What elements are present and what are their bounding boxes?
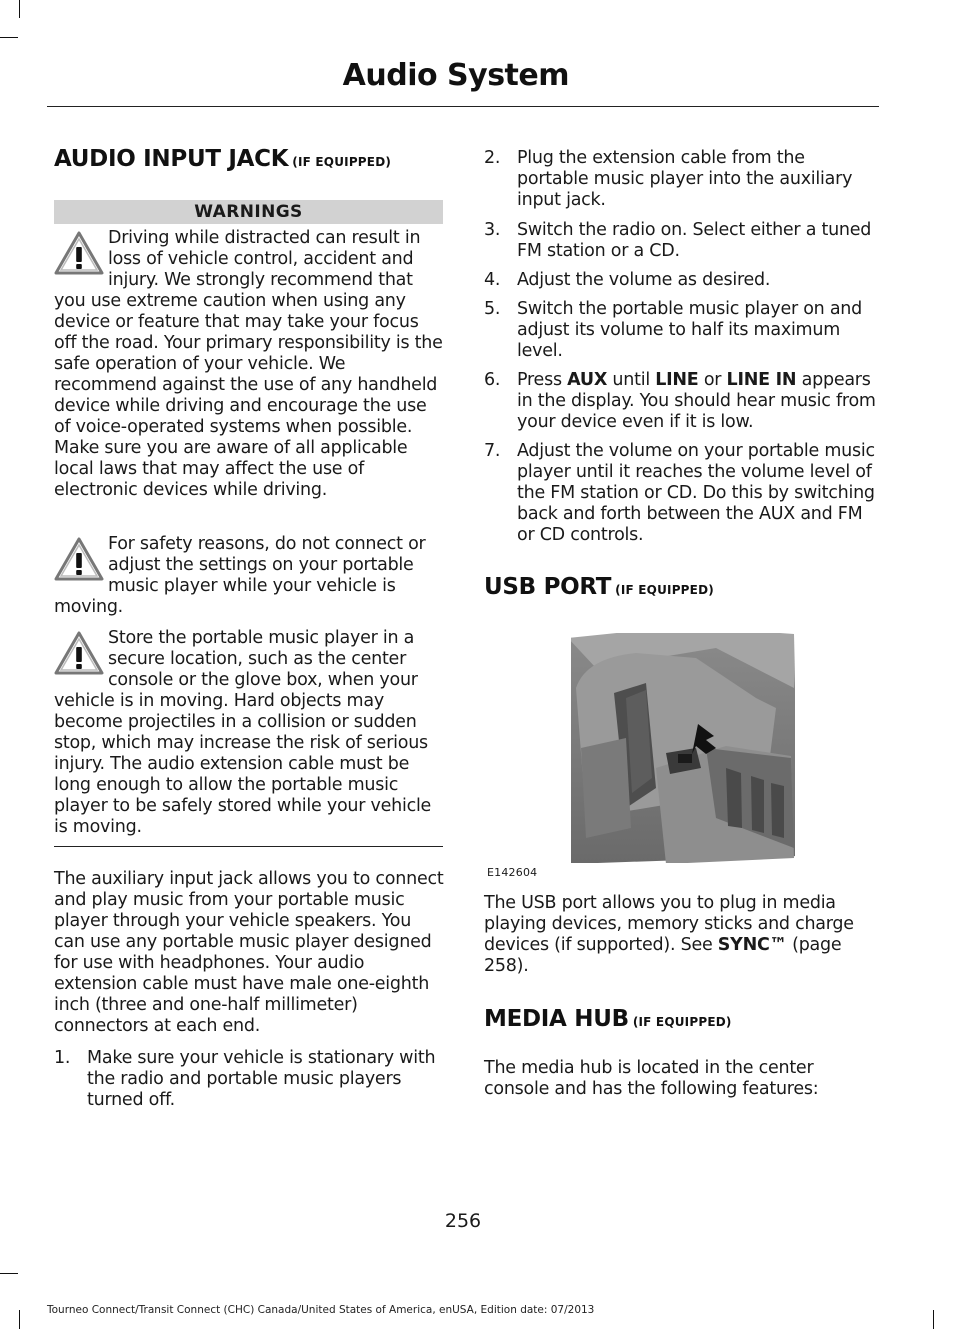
crop-mark xyxy=(933,1310,934,1329)
crop-mark xyxy=(0,37,18,38)
warning-triangle-icon xyxy=(54,536,104,582)
warnings-divider xyxy=(54,846,443,847)
title-divider xyxy=(47,106,879,107)
heading-text: USB PORT xyxy=(484,574,612,600)
warning-block xyxy=(54,628,444,838)
figure-id: E142604 xyxy=(487,866,538,879)
crop-mark xyxy=(19,0,20,18)
audio-input-jack-heading xyxy=(54,146,391,172)
list-item xyxy=(54,1048,444,1111)
warning-block xyxy=(54,534,444,618)
step-number: 6. xyxy=(484,370,501,390)
step-text: Adjust the volume on your portable music player until it reaches the volume level of the FM station or CD. Do this by switching back and forth between the AUX and FM or CD controls. xyxy=(517,441,875,545)
heading-text: MEDIA HUB xyxy=(484,1006,629,1032)
heading-text: AUDIO INPUT JACK xyxy=(54,146,289,172)
step-text: Adjust the volume as desired. xyxy=(517,270,771,290)
crop-mark xyxy=(0,1273,18,1274)
heading-qualifier: (IF EQUIPPED) xyxy=(292,155,392,169)
usb-port-illustration xyxy=(566,628,800,868)
warning-block xyxy=(54,228,444,501)
heading-qualifier: (IF EQUIPPED) xyxy=(615,583,714,597)
page-number: 256 xyxy=(444,1210,482,1232)
page-title: Audio System xyxy=(342,58,569,93)
step-number: 2. xyxy=(484,148,501,168)
list-item xyxy=(484,370,876,433)
step-number: 7. xyxy=(484,441,501,461)
step-text: Switch the portable music player on and adjust its volume to half its maximum level. xyxy=(517,299,863,361)
warning-text: For safety reasons, do not connect or adjust the settings on your portable music player while your vehicle is moving. xyxy=(54,534,426,617)
list-item xyxy=(484,270,876,291)
media-hub-heading xyxy=(484,1006,732,1032)
step-number: 3. xyxy=(484,220,501,240)
warning-text: Store the portable music player in a secure location, such as the center console or the glove box, when your vehicle is in moving. Hard objects may become projectiles in a collision or sudden stop, which may increase the risk of serious injury. The audio extension cable must be long enough to allow the portable music player to be safely stored while your vehicle is moving. xyxy=(54,628,432,837)
step-number: 5. xyxy=(484,299,501,319)
intro-paragraph: The auxiliary input jack allows you to connect and play music from your portable music player through your vehicle speakers. You can use any portable music player designed for use with headphones. Your audio extension cable must have male one-eighth inch (three and one-half millimeter) connectors at each end. xyxy=(54,869,444,1036)
sync-reference-link[interactable]: SYNC™ xyxy=(717,935,787,955)
steps-list xyxy=(484,148,876,546)
warnings-header: WARNINGS xyxy=(54,200,443,224)
step-text: Press AUX until LINE or LINE IN appears in the display. You should hear music from your device even if it is low. xyxy=(517,370,876,432)
list-item xyxy=(484,220,876,262)
warning-text: Driving while distracted can result in loss of vehicle control, accident and injury. We strongly recommend that you use extreme caution when using any device or feature that may take your focus off the road. Your primary responsibility is the safe operation of your vehicle. We recommend against the use of any handheld device while driving and encourage the use of voice-operated systems when possible. Make sure you are aware of all applicable local laws that may affect the use of electronic devices while driving. xyxy=(54,228,443,500)
steps-list xyxy=(54,1048,444,1111)
footer-text: Tourneo Connect/Transit Connect (CHC) Canada/United States of America, enUSA, Edition date: 07/2013 xyxy=(47,1304,595,1316)
usb-port-heading xyxy=(484,574,714,600)
step-number: 4. xyxy=(484,270,501,290)
step-number: 1. xyxy=(54,1048,71,1068)
list-item xyxy=(484,299,876,362)
warning-triangle-icon xyxy=(54,630,104,676)
step-text: Switch the radio on. Select either a tuned FM station or a CD. xyxy=(517,220,872,261)
media-hub-paragraph: The media hub is located in the center console and has the following features: xyxy=(484,1058,819,1099)
heading-qualifier: (IF EQUIPPED) xyxy=(632,1015,732,1029)
usb-paragraph: The USB port allows you to plug in media playing devices, memory sticks and charge devices (if supported). See SYNC™ (page 258). xyxy=(484,893,854,976)
step-text: Plug the extension cable from the portable music player into the auxiliary input jack. xyxy=(517,148,853,210)
list-item xyxy=(484,148,876,211)
crop-mark xyxy=(19,1310,20,1329)
step-text: Make sure your vehicle is stationary with the radio and portable music players turned off. xyxy=(87,1048,436,1110)
warning-triangle-icon xyxy=(54,230,104,276)
list-item xyxy=(484,441,876,546)
